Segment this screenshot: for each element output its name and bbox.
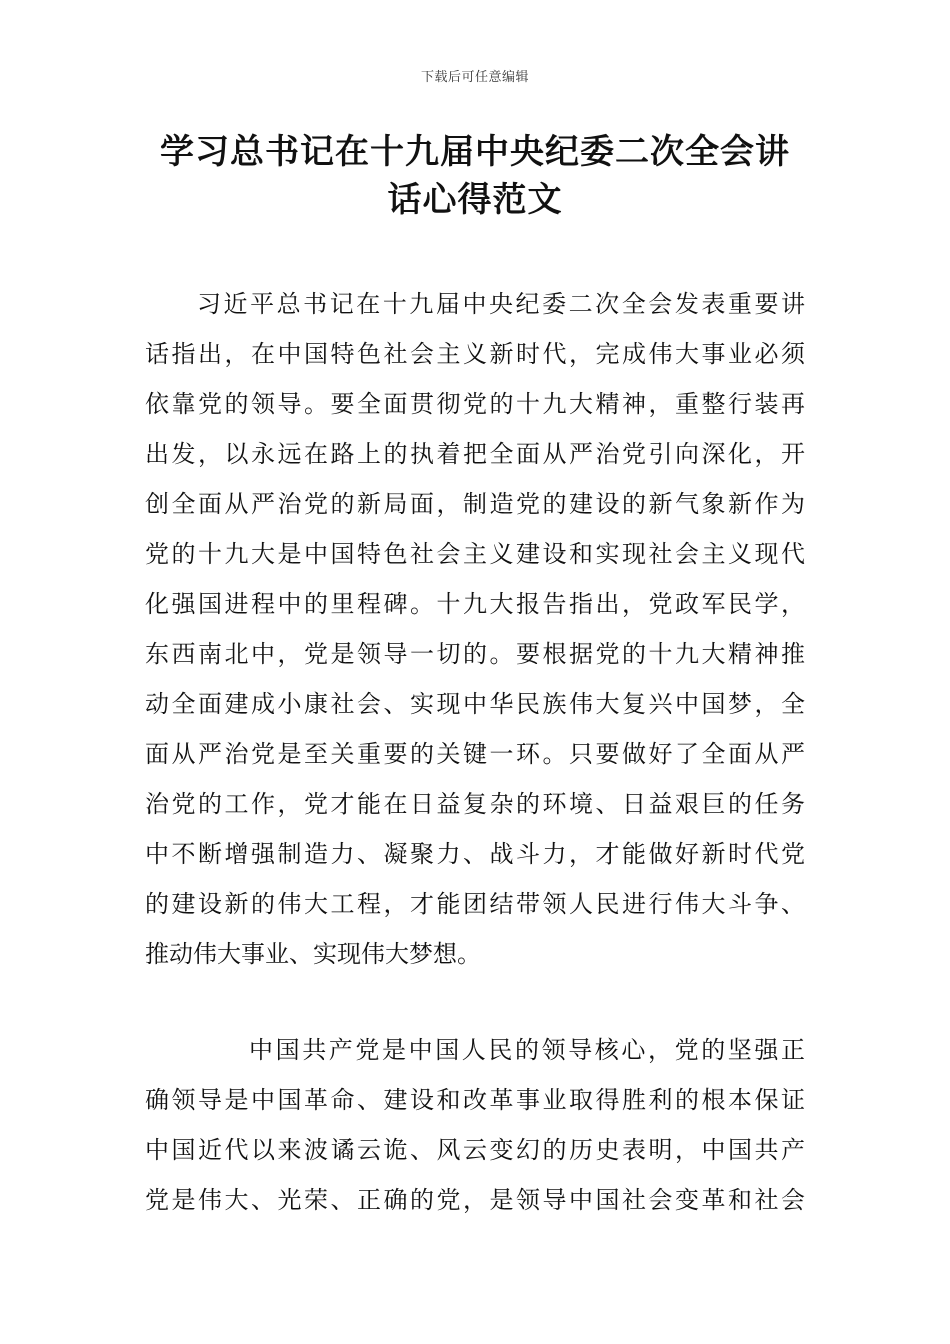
text-line: 创全面从严治党的新局面，制造党的建设的新气象新作为 bbox=[145, 490, 805, 518]
title-line: 话心得范文 bbox=[387, 180, 563, 220]
text-line: 中国共产党是中国人民的领导核心，党的坚强正 bbox=[249, 1036, 805, 1064]
text-line: 话指出，在中国特色社会主义新时代，完成伟大事业必须 bbox=[145, 340, 805, 368]
paragraph-2 bbox=[145, 1025, 805, 1225]
title-line: 学习总书记在十九届中央纪委二次全会讲 bbox=[160, 132, 790, 172]
text-line: 治党的工作，党才能在日益复杂的环境、日益艰巨的任务 bbox=[145, 790, 805, 818]
text-line: 确领导是中国革命、建设和改革事业取得胜利的根本保证 bbox=[145, 1086, 805, 1114]
paragraph-1 bbox=[145, 279, 805, 979]
text-line: 中国近代以来波谲云诡、风云变幻的历史表明，中国共产 bbox=[145, 1136, 805, 1164]
text-line: 依靠党的领导。要全面贯彻党的十九大精神，重整行装再 bbox=[145, 390, 805, 418]
text-line: 化强国进程中的里程碑。十九大报告指出，党政军民学， bbox=[145, 590, 805, 618]
text-line: 党是伟大、光荣、正确的党，是领导中国社会变革和社会 bbox=[145, 1186, 805, 1214]
text-line: 面从严治党是至关重要的关键一环。只要做好了全面从严 bbox=[145, 740, 805, 768]
header-note: 下载后可任意编辑 bbox=[420, 70, 529, 85]
text-line: 习近平总书记在十九届中央纪委二次全会发表重要讲 bbox=[197, 290, 805, 318]
text-line: 的建设新的伟大工程，才能团结带领人民进行伟大斗争、 bbox=[145, 890, 805, 918]
text-line: 推动伟大事业、实现伟大梦想。 bbox=[145, 940, 481, 968]
document-title bbox=[140, 128, 810, 224]
text-line: 中不断增强制造力、凝聚力、战斗力，才能做好新时代党 bbox=[145, 840, 805, 868]
text-line: 动全面建成小康社会、实现中华民族伟大复兴中国梦，全 bbox=[145, 690, 805, 718]
text-line: 出发，以永远在路上的执着把全面从严治党引向深化，开 bbox=[145, 440, 805, 468]
text-line: 东西南北中，党是领导一切的。要根据党的十九大精神推 bbox=[145, 640, 805, 668]
text-line: 党的十九大是中国特色社会主义建设和实现社会主义现代 bbox=[145, 540, 805, 568]
